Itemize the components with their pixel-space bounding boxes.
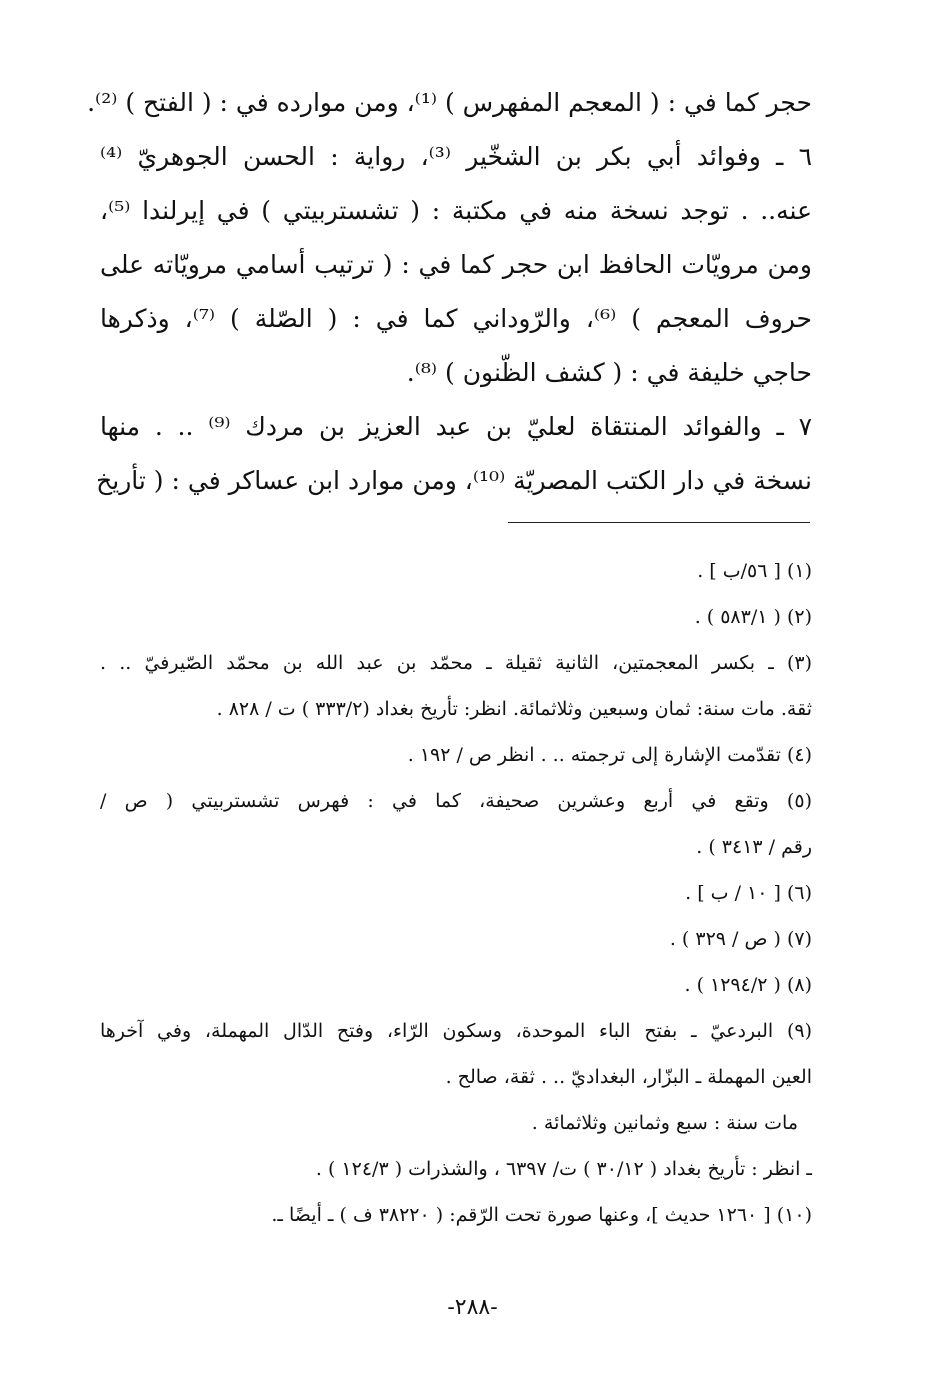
footnote-line: (٩) البردعيّ ـ بفتح الباء الموحدة، وسكون الرّاء، وفتح الدّال المهملة، وفي آخرها bbox=[100, 1020, 812, 1042]
page-number: -٢٨٨- bbox=[447, 1295, 498, 1320]
main-text-line: ومن مرويّات الحافظ ابن حجر كما في : ( ترتيب أسامي مرويّاته على bbox=[100, 250, 812, 279]
footnote-separator bbox=[508, 522, 810, 523]
footnote-line: العين المهملة ـ البزّار، البغداديّ .. . ثقة، صالح . bbox=[445, 1066, 812, 1088]
footnote-line: (٧) ( ص / ٣٢٩ ) . bbox=[669, 928, 812, 950]
footnote-line: (٥) وتقع في أربع وعشرين صحيفة، كما في : فهرس تشستربيتي ( ص / bbox=[100, 790, 812, 812]
footnote-line: مات سنة : سبع وثمانين وثلاثمائة . bbox=[531, 1112, 798, 1134]
main-text-line: حجر كما في : ( المعجم المفهرس ) ⁽¹⁾، ومن موارده في : ( الفتح ) ⁽²⁾. bbox=[87, 88, 812, 117]
main-text-line: ٦ ـ وفوائد أبي بكر بن الشخّير ⁽³⁾، رواية : الحسن الجوهريّ ⁽⁴⁾ bbox=[100, 142, 813, 171]
footnote-line: (٢) ( ٥٨٣/١ ) . bbox=[694, 606, 812, 628]
footnote-line: ـ انظر : تأريخ بغداد ( ٣٠/١٢ ) ت/ ٦٣٩٧ ، والشذرات ( ١٢٤/٣ ) . bbox=[315, 1158, 812, 1180]
footnote-line: (١٠) [ ١٢٦٠ حديث ]، وعنها صورة تحت الرّقم: ( ٣٨٢٢٠ ف ) ـ أيضًا ـ. bbox=[271, 1204, 812, 1226]
main-text-line: حاجي خليفة في : ( كشف الظّنون ) ⁽⁸⁾. bbox=[406, 358, 812, 387]
footnotes-block bbox=[100, 548, 812, 1238]
footnote-line: (٦) [ ١٠ / ب ] . bbox=[685, 882, 812, 904]
footnote-line: (٣) ـ بكسر المعجمتين، الثانية ثقيلة ـ محمّد بن عبد الله بن محمّد الصّيرفيّ .. . bbox=[100, 652, 812, 674]
main-text-block bbox=[87, 76, 813, 508]
main-text-line: ٧ ـ والفوائد المنتقاة لعليّ بن عبد العزيز بن مردك ⁽⁹⁾ .. . منها bbox=[100, 412, 812, 441]
footnote-line: (١) [ ٥٦/ب ] . bbox=[697, 560, 812, 582]
footnote-line: رقم / ٣٤١٣ ) . bbox=[696, 836, 812, 858]
main-text-line: عنه.. . توجد نسخة منه في مكتبة : ( تشستربيتي ) في إيرلندا ⁽⁵⁾، bbox=[100, 196, 812, 225]
footnote-line: (٨) ( ١٢٩٤/٢ ) . bbox=[684, 974, 812, 996]
main-text-line: نسخة في دار الكتب المصريّة ⁽¹⁰⁾، ومن موارد ابن عساكر في : ( تأريخ bbox=[96, 466, 812, 495]
footnote-line: ثقة. مات سنة: ثمان وسبعين وثلاثمائة. انظر: تأريخ بغداد (٣٣٣/٢ ) ت / ٨٢٨ . bbox=[216, 698, 812, 720]
footnote-line: (٤) تقدّمت الإشارة إلى ترجمته .. . انظر ص / ١٩٢ . bbox=[407, 744, 812, 766]
main-text-line: حروف المعجم ) ⁽⁶⁾، والرّوداني كما في : ( الصّلة ) ⁽⁷⁾، وذكرها bbox=[100, 304, 812, 333]
